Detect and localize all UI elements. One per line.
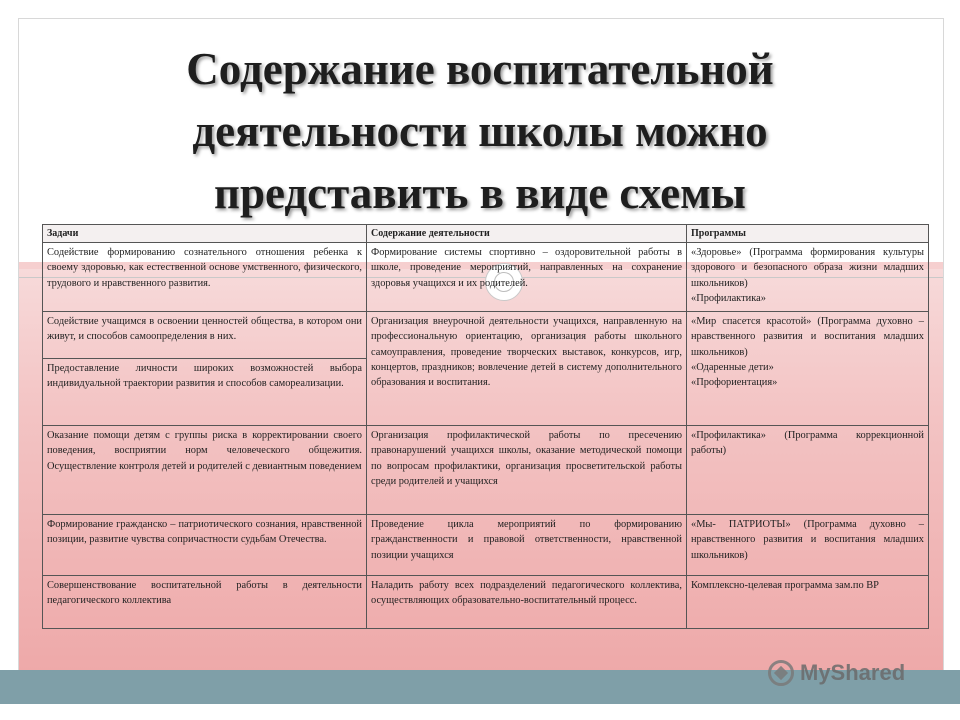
content-cell: Формирование системы спортивно – оздоровительной работы в школе, проведение мероприятий, направленных на сохранение здоровья учащихся и их родителей. xyxy=(367,243,687,312)
task-cell: Предоставление личности широких возможностей выбора индивидуальной траектории развития и способов самореализации. xyxy=(43,359,367,426)
task-cell: Содействие формированию сознательного отношения ребенка к своему здоровью, как естественной основе умственного, физического, трудового и нравственного развития. xyxy=(43,243,367,312)
programs-cell: «Профилактика» (Программа коррекционной работы) xyxy=(687,426,929,515)
programs-cell: «Мир спасется красотой» (Программа духовно –нравственного развития и воспитания младших школьников) «Одаренные дети» «Профориентация» xyxy=(687,312,929,426)
watermark-text: MyShared xyxy=(800,660,906,685)
watermark xyxy=(768,656,905,690)
content-cell: Организация внеурочной деятельности учащихся, направленную на профессиональную ориентацию, организация работы школьного самоуправления, проведение творческих выставок, конкурсов, игр, концертов, праздников; вовлечение детей в систему дополнительного образования и воспитания. xyxy=(367,312,687,426)
myshared-logo-icon xyxy=(768,660,794,686)
table-row xyxy=(43,312,929,359)
bottom-strip-edge xyxy=(0,704,960,720)
task-cell: Совершенствование воспитательной работы в деятельности педагогического коллектива xyxy=(43,576,367,629)
table-row xyxy=(43,243,929,312)
table-row xyxy=(43,576,929,629)
task-cell: Формирование гражданско – патриотического сознания, нравственной позиции, развитие чувства сопричастности судьбам Отечества. xyxy=(43,515,367,576)
task-cell: Оказание помощи детям с группы риска в корректировании своего поведения, восприятии норм человеческого общежития. Осуществление контроля детей и родителей с девиантным поведением xyxy=(43,426,367,515)
table-row xyxy=(43,515,929,576)
content-cell: Наладить работу всех подразделений педагогического коллектива, осуществляющих образовательно-воспитательный процесс. xyxy=(367,576,687,629)
programs-cell: Комплексно-целевая программа зам.по ВР xyxy=(687,576,929,629)
slide-title: Содержание воспитательной деятельности школы можно представить в виде схемы xyxy=(186,44,774,218)
table-row xyxy=(43,426,929,515)
content-cell: Организация профилактической работы по пресечению правонарушений учащихся школы, оказание методической помощи по вопросам профилактики, организация просветительской работы среди родителей и учащихся xyxy=(367,426,687,515)
programs-cell: «Здоровье» (Программа формирования культуры здорового и безопасного образа жизни младших школьников) «Профилактика» xyxy=(687,243,929,312)
header-tasks: Задачи xyxy=(43,225,367,243)
header-content: Содержание деятельности xyxy=(367,225,687,243)
table-header-row xyxy=(43,225,929,243)
task-cell: Содействие учащимся в освоении ценностей общества, в котором они живут, и способов самоопределения в них. xyxy=(43,312,367,359)
header-programs: Программы xyxy=(687,225,929,243)
programs-cell: «Мы- ПАТРИОТЫ» (Программа духовно –нравственного развития и воспитания младших школьников) xyxy=(687,515,929,576)
activities-table xyxy=(42,224,929,629)
content-cell: Проведение цикла мероприятий по формированию гражданственности и правовой ответственности, нравственной позиции учащихся xyxy=(367,515,687,576)
